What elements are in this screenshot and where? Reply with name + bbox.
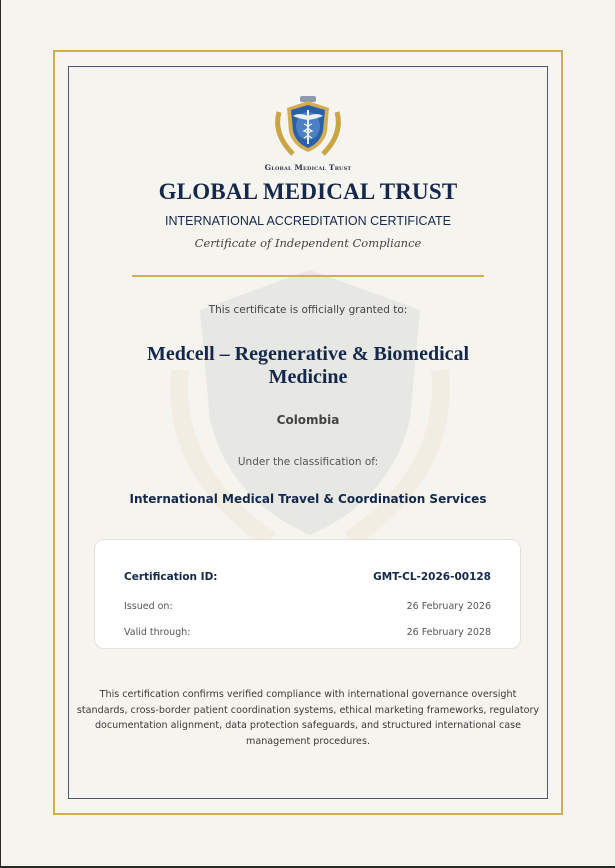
- global-medical-trust-logo-icon: [271, 94, 345, 158]
- valid-through-value: 26 February 2028: [406, 627, 491, 638]
- valid-through-label: Valid through:: [124, 627, 191, 638]
- gold-divider: [132, 275, 484, 277]
- certification-id-row: [124, 571, 491, 583]
- issued-on-label: Issued on:: [124, 601, 173, 612]
- certification-details-card: [94, 539, 521, 649]
- recipient-name: Medcell – Regenerative & Biomedical Medicine: [146, 343, 470, 388]
- certification-id-value: GMT-CL-2026-00128: [373, 571, 491, 583]
- certification-id-label: Certification ID:: [124, 571, 218, 583]
- granted-intro: This certificate is officially granted to:: [208, 304, 408, 316]
- classification-intro: Under the classification of:: [237, 456, 379, 468]
- certificate-type: INTERNATIONAL ACCREDITATION CERTIFICATE: [165, 214, 451, 228]
- certificate-tagline: Certificate of Independent Compliance: [194, 236, 422, 250]
- issuer-title: GLOBAL MEDICAL TRUST: [158, 179, 458, 204]
- issued-on-row: [124, 601, 491, 612]
- issued-on-value: 26 February 2026: [406, 601, 491, 612]
- recipient-country: Colombia: [276, 413, 340, 427]
- classification-value: International Medical Travel & Coordination Services: [129, 492, 487, 506]
- valid-through-row: [124, 627, 491, 638]
- compliance-statement: This certification confirms verified compliance with international governance oversight standards, cross-border patient coordination systems, ethical marketing frameworks, regulatory documentation alignment, data protection safeguards, and structured international case management procedures.: [76, 689, 540, 747]
- logo-caption: Global Medical Trust: [264, 163, 352, 172]
- page-left-edge: [0, 0, 1, 868]
